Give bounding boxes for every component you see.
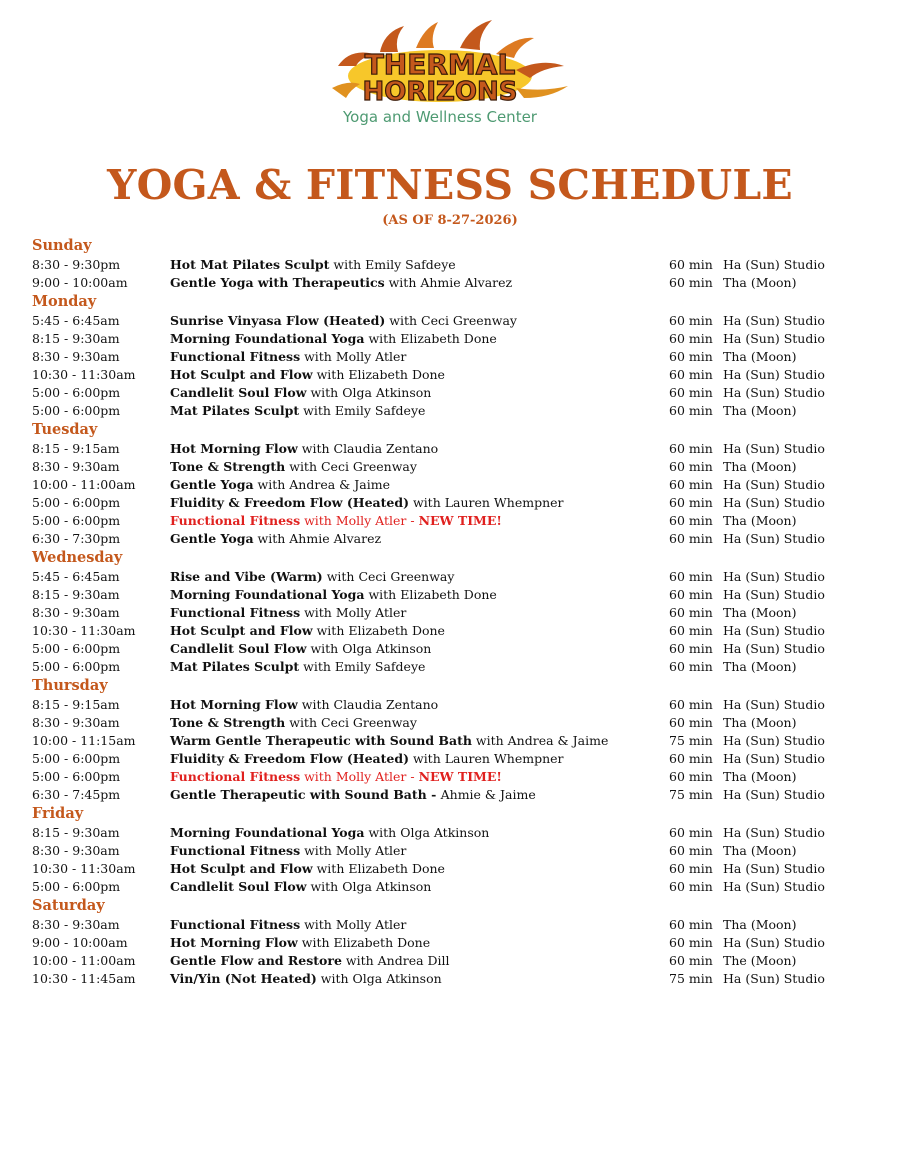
class-time: 10:00 - 11:00am xyxy=(32,953,136,968)
class-info xyxy=(170,916,406,934)
class-instructor: with Elizabeth Done xyxy=(312,861,445,876)
class-info xyxy=(170,970,442,988)
class-duration: 60 min xyxy=(669,569,713,584)
class-room: Ha (Sun) Studio xyxy=(723,825,825,840)
logo xyxy=(0,18,900,130)
class-info xyxy=(170,824,489,842)
class-duration: 60 min xyxy=(669,331,713,346)
class-room: The (Moon) xyxy=(723,953,797,968)
class-room: Ha (Sun) Studio xyxy=(723,331,825,346)
class-time: 5:45 - 6:45am xyxy=(32,313,120,328)
class-name: Hot Sculpt and Flow xyxy=(170,367,313,382)
class-room: Ha (Sun) Studio xyxy=(723,441,825,456)
class-info xyxy=(170,786,536,804)
class-instructor: with Claudia Zentano xyxy=(297,441,439,456)
class-time: 5:00 - 6:00pm xyxy=(32,495,121,510)
class-row xyxy=(32,402,872,420)
class-name: Vin/Yin (Not Heated) xyxy=(170,971,317,986)
class-room: Ha (Sun) Studio xyxy=(723,569,825,584)
class-name: Hot Morning Flow xyxy=(170,441,298,456)
class-duration: 60 min xyxy=(669,367,713,382)
class-duration: 60 min xyxy=(669,623,713,638)
class-instructor: with Elizabeth Done xyxy=(364,331,497,346)
day-block xyxy=(32,896,872,988)
class-instructor: with Olga Atkinson xyxy=(306,385,432,400)
class-duration: 60 min xyxy=(669,349,713,364)
class-time: 8:15 - 9:30am xyxy=(32,331,120,346)
class-name: Gentle Yoga with Therapeutics xyxy=(170,275,385,290)
class-info xyxy=(170,402,425,420)
class-time: 5:00 - 6:00pm xyxy=(32,659,121,674)
class-info xyxy=(170,256,456,274)
class-duration: 60 min xyxy=(669,257,713,272)
class-duration: 60 min xyxy=(669,935,713,950)
class-name: Hot Morning Flow xyxy=(170,697,298,712)
class-time: 10:00 - 11:15am xyxy=(32,733,136,748)
class-time: 8:30 - 9:30am xyxy=(32,917,120,932)
page-title: YOGA & FITNESS SCHEDULE xyxy=(107,161,793,209)
class-info xyxy=(170,750,564,768)
class-name: Functional Fitness xyxy=(170,769,301,784)
class-info xyxy=(170,714,417,732)
class-name: Functional Fitness xyxy=(170,843,301,858)
class-name: Gentle Therapeutic with Sound Bath - xyxy=(170,787,441,802)
class-room: Ha (Sun) Studio xyxy=(723,257,825,272)
class-name: Functional Fitness xyxy=(170,513,301,528)
class-name: Hot Sculpt and Flow xyxy=(170,623,313,638)
class-instructor: with Molly Atler xyxy=(300,917,407,932)
class-info xyxy=(170,586,497,604)
class-room: Ha (Sun) Studio xyxy=(723,751,825,766)
class-instructor: with Emily Safdeye xyxy=(299,403,426,418)
class-room: Tha (Moon) xyxy=(723,349,797,364)
class-duration: 60 min xyxy=(669,477,713,492)
class-row xyxy=(32,458,872,476)
day-block xyxy=(32,420,872,548)
class-info xyxy=(170,842,406,860)
class-row xyxy=(32,476,872,494)
class-time: 5:00 - 6:00pm xyxy=(32,403,121,418)
class-room: Ha (Sun) Studio xyxy=(723,879,825,894)
class-room: Tha (Moon) xyxy=(723,275,797,290)
class-name: Gentle Flow and Restore xyxy=(170,953,342,968)
class-room: Ha (Sun) Studio xyxy=(723,385,825,400)
day-heading: Monday xyxy=(32,293,97,310)
class-duration: 60 min xyxy=(669,825,713,840)
class-info xyxy=(170,366,445,384)
class-info xyxy=(170,568,454,586)
class-instructor: with Olga Atkinson xyxy=(306,641,432,656)
day-heading: Tuesday xyxy=(32,421,98,438)
class-name: Hot Morning Flow xyxy=(170,935,298,950)
day-block xyxy=(32,292,872,420)
class-instructor: with Ahmie Alvarez xyxy=(384,275,513,290)
class-duration: 60 min xyxy=(669,843,713,858)
class-name: Rise and Vibe (Warm) xyxy=(170,569,323,584)
class-room: Tha (Moon) xyxy=(723,459,797,474)
class-info xyxy=(170,274,512,292)
class-name: Hot Sculpt and Flow xyxy=(170,861,313,876)
class-time: 5:00 - 6:00pm xyxy=(32,513,121,528)
class-instructor: with Elizabeth Done xyxy=(312,623,445,638)
class-room: Ha (Sun) Studio xyxy=(723,641,825,656)
class-time: 8:30 - 9:30pm xyxy=(32,257,121,272)
class-instructor: with Emily Safdeye xyxy=(299,659,426,674)
class-info xyxy=(170,622,445,640)
class-row xyxy=(32,586,872,604)
class-row xyxy=(32,732,872,750)
class-duration: 60 min xyxy=(669,641,713,656)
class-room: Ha (Sun) Studio xyxy=(723,623,825,638)
class-duration: 60 min xyxy=(669,313,713,328)
class-time: 5:00 - 6:00pm xyxy=(32,641,121,656)
class-room: Ha (Sun) Studio xyxy=(723,477,825,492)
class-note: NEW TIME! xyxy=(418,513,502,528)
logo-line1: THERMAL xyxy=(364,48,516,81)
class-duration: 60 min xyxy=(669,953,713,968)
class-time: 8:15 - 9:15am xyxy=(32,697,120,712)
class-instructor: with Olga Atkinson xyxy=(316,971,442,986)
class-instructor: with Molly Atler - xyxy=(300,769,419,784)
class-row xyxy=(32,604,872,622)
class-row xyxy=(32,768,872,786)
class-duration: 60 min xyxy=(669,769,713,784)
class-instructor: with Molly Atler xyxy=(300,843,407,858)
class-instructor: with Andrea Dill xyxy=(341,953,450,968)
day-block xyxy=(32,804,872,896)
class-room: Ha (Sun) Studio xyxy=(723,495,825,510)
class-instructor: with Emily Safdeye xyxy=(329,257,456,272)
day-heading: Wednesday xyxy=(32,549,123,566)
class-row xyxy=(32,330,872,348)
class-row xyxy=(32,640,872,658)
class-row xyxy=(32,568,872,586)
class-name: Mat Pilates Sculpt xyxy=(170,403,300,418)
class-row xyxy=(32,878,872,896)
class-row xyxy=(32,530,872,548)
class-name: Morning Foundational Yoga xyxy=(170,587,365,602)
class-room: Ha (Sun) Studio xyxy=(723,733,825,748)
class-duration: 60 min xyxy=(669,697,713,712)
class-info xyxy=(170,476,390,494)
class-instructor: with Molly Atler xyxy=(300,605,407,620)
class-room: Ha (Sun) Studio xyxy=(723,367,825,382)
class-instructor: with Ceci Greenway xyxy=(285,715,417,730)
class-row xyxy=(32,622,872,640)
class-name: Morning Foundational Yoga xyxy=(170,331,365,346)
class-room: Tha (Moon) xyxy=(723,917,797,932)
class-time: 6:30 - 7:30pm xyxy=(32,531,121,546)
class-duration: 60 min xyxy=(669,751,713,766)
class-info xyxy=(170,658,425,676)
class-name: Gentle Yoga xyxy=(170,531,254,546)
class-row xyxy=(32,494,872,512)
class-info xyxy=(170,640,431,658)
class-time: 9:00 - 10:00am xyxy=(32,935,128,950)
class-duration: 60 min xyxy=(669,917,713,932)
class-time: 10:00 - 11:00am xyxy=(32,477,136,492)
class-instructor: with Ahmie Alvarez xyxy=(253,531,382,546)
logo-tagline: Yoga and Wellness Center xyxy=(343,108,537,126)
class-time: 8:30 - 9:30am xyxy=(32,349,120,364)
day-heading: Sunday xyxy=(32,237,92,254)
class-row xyxy=(32,970,872,988)
class-time: 8:30 - 9:30am xyxy=(32,715,120,730)
class-instructor: with Ceci Greenway xyxy=(385,313,517,328)
class-time: 5:00 - 6:00pm xyxy=(32,751,121,766)
class-instructor: with Molly Atler xyxy=(300,349,407,364)
class-time: 9:00 - 10:00am xyxy=(32,275,128,290)
class-duration: 60 min xyxy=(669,275,713,290)
class-instructor: with Olga Atkinson xyxy=(364,825,490,840)
class-row xyxy=(32,274,872,292)
class-room: Tha (Moon) xyxy=(723,659,797,674)
class-info xyxy=(170,384,431,402)
class-instructor: with Molly Atler - xyxy=(300,513,419,528)
class-time: 5:45 - 6:45am xyxy=(32,569,120,584)
class-row xyxy=(32,348,872,366)
class-time: 6:30 - 7:45pm xyxy=(32,787,121,802)
class-info xyxy=(170,768,502,786)
class-instructor: Ahmie & Jaime xyxy=(440,787,536,802)
class-instructor: with Andrea & Jaime xyxy=(253,477,390,492)
class-room: Ha (Sun) Studio xyxy=(723,313,825,328)
class-time: 10:30 - 11:45am xyxy=(32,971,136,986)
day-heading: Friday xyxy=(32,805,84,822)
class-row xyxy=(32,934,872,952)
class-room: Tha (Moon) xyxy=(723,843,797,858)
class-row xyxy=(32,658,872,676)
class-info xyxy=(170,312,517,330)
class-time: 5:00 - 6:00pm xyxy=(32,385,121,400)
class-room: Ha (Sun) Studio xyxy=(723,787,825,802)
class-room: Ha (Sun) Studio xyxy=(723,861,825,876)
class-row xyxy=(32,842,872,860)
class-name: Mat Pilates Sculpt xyxy=(170,659,300,674)
class-row xyxy=(32,714,872,732)
class-time: 8:30 - 9:30am xyxy=(32,843,120,858)
class-room: Ha (Sun) Studio xyxy=(723,531,825,546)
class-instructor: with Claudia Zentano xyxy=(297,697,439,712)
class-time: 8:30 - 9:30am xyxy=(32,605,120,620)
class-room: Tha (Moon) xyxy=(723,513,797,528)
class-duration: 60 min xyxy=(669,495,713,510)
class-instructor: with Ceci Greenway xyxy=(322,569,455,584)
class-duration: 60 min xyxy=(669,513,713,528)
class-duration: 60 min xyxy=(669,605,713,620)
class-instructor: with Ceci Greenway xyxy=(285,459,417,474)
class-info xyxy=(170,952,450,970)
class-name: Gentle Yoga xyxy=(170,477,254,492)
class-duration: 60 min xyxy=(669,441,713,456)
class-instructor: with Elizabeth Done xyxy=(364,587,497,602)
class-info xyxy=(170,604,406,622)
class-instructor: with Olga Atkinson xyxy=(306,879,432,894)
class-room: Tha (Moon) xyxy=(723,769,797,784)
class-instructor: with Lauren Whempner xyxy=(409,495,564,510)
class-time: 8:15 - 9:30am xyxy=(32,825,120,840)
class-name: Candlelit Soul Flow xyxy=(170,385,307,400)
class-name: Warm Gentle Therapeutic with Sound Bath xyxy=(170,733,472,748)
class-row xyxy=(32,824,872,842)
class-duration: 60 min xyxy=(669,385,713,400)
class-room: Ha (Sun) Studio xyxy=(723,697,825,712)
class-row xyxy=(32,750,872,768)
day-block xyxy=(32,676,872,804)
class-name: Functional Fitness xyxy=(170,349,301,364)
class-row xyxy=(32,952,872,970)
class-instructor: with Andrea & Jaime xyxy=(471,733,609,748)
class-room: Tha (Moon) xyxy=(723,715,797,730)
class-info xyxy=(170,330,497,348)
class-instructor: with Elizabeth Done xyxy=(312,367,445,382)
class-time: 5:00 - 6:00pm xyxy=(32,879,121,894)
class-info xyxy=(170,530,381,548)
class-info xyxy=(170,440,438,458)
class-time: 8:15 - 9:30am xyxy=(32,587,120,602)
class-row xyxy=(32,312,872,330)
class-name: Functional Fitness xyxy=(170,917,301,932)
class-instructor: with Lauren Whempner xyxy=(409,751,564,766)
class-name: Fluidity & Freedom Flow (Heated) xyxy=(170,751,410,766)
class-room: Ha (Sun) Studio xyxy=(723,971,825,986)
class-info xyxy=(170,860,445,878)
class-room: Tha (Moon) xyxy=(723,605,797,620)
class-info xyxy=(170,348,406,366)
class-info xyxy=(170,934,430,952)
class-row xyxy=(32,440,872,458)
class-room: Ha (Sun) Studio xyxy=(723,935,825,950)
class-note: NEW TIME! xyxy=(418,769,502,784)
schedule xyxy=(32,236,872,988)
class-time: 8:15 - 9:15am xyxy=(32,441,120,456)
class-name: Candlelit Soul Flow xyxy=(170,641,307,656)
class-duration: 60 min xyxy=(669,403,713,418)
day-block xyxy=(32,236,872,292)
class-duration: 60 min xyxy=(669,459,713,474)
class-info xyxy=(170,512,502,530)
class-room: Ha (Sun) Studio xyxy=(723,587,825,602)
class-name: Functional Fitness xyxy=(170,605,301,620)
class-duration: 75 min xyxy=(669,971,713,986)
class-info xyxy=(170,494,564,512)
day-block xyxy=(32,548,872,676)
class-duration: 60 min xyxy=(669,861,713,876)
class-row xyxy=(32,916,872,934)
class-duration: 60 min xyxy=(669,715,713,730)
class-duration: 60 min xyxy=(669,659,713,674)
class-row xyxy=(32,384,872,402)
class-time: 10:30 - 11:30am xyxy=(32,367,136,382)
class-name: Candlelit Soul Flow xyxy=(170,879,307,894)
class-row xyxy=(32,366,872,384)
class-time: 10:30 - 11:30am xyxy=(32,861,136,876)
class-name: Morning Foundational Yoga xyxy=(170,825,365,840)
class-name: Fluidity & Freedom Flow (Heated) xyxy=(170,495,410,510)
class-name: Tone & Strength xyxy=(170,715,286,730)
class-row xyxy=(32,696,872,714)
class-room: Tha (Moon) xyxy=(723,403,797,418)
logo-line2: HORIZONS xyxy=(362,77,518,107)
class-instructor: with Elizabeth Done xyxy=(297,935,431,950)
class-info xyxy=(170,696,438,714)
day-heading: Thursday xyxy=(32,677,108,694)
page-subtitle: (AS OF 8-27-2026) xyxy=(382,213,518,228)
class-info xyxy=(170,878,431,896)
class-time: 8:30 - 9:30am xyxy=(32,459,120,474)
class-name: Tone & Strength xyxy=(170,459,286,474)
class-row xyxy=(32,786,872,804)
class-name: Sunrise Vinyasa Flow (Heated) xyxy=(170,313,386,328)
class-duration: 60 min xyxy=(669,879,713,894)
class-time: 5:00 - 6:00pm xyxy=(32,769,121,784)
class-info xyxy=(170,732,608,750)
class-info xyxy=(170,458,417,476)
class-row xyxy=(32,512,872,530)
class-duration: 75 min xyxy=(669,733,713,748)
class-name: Hot Mat Pilates Sculpt xyxy=(170,257,330,272)
class-row xyxy=(32,860,872,878)
class-time: 10:30 - 11:30am xyxy=(32,623,136,638)
class-duration: 75 min xyxy=(669,787,713,802)
class-duration: 60 min xyxy=(669,587,713,602)
day-heading: Saturday xyxy=(32,897,105,914)
class-duration: 60 min xyxy=(669,531,713,546)
logo-graphic xyxy=(320,18,580,130)
class-row xyxy=(32,256,872,274)
